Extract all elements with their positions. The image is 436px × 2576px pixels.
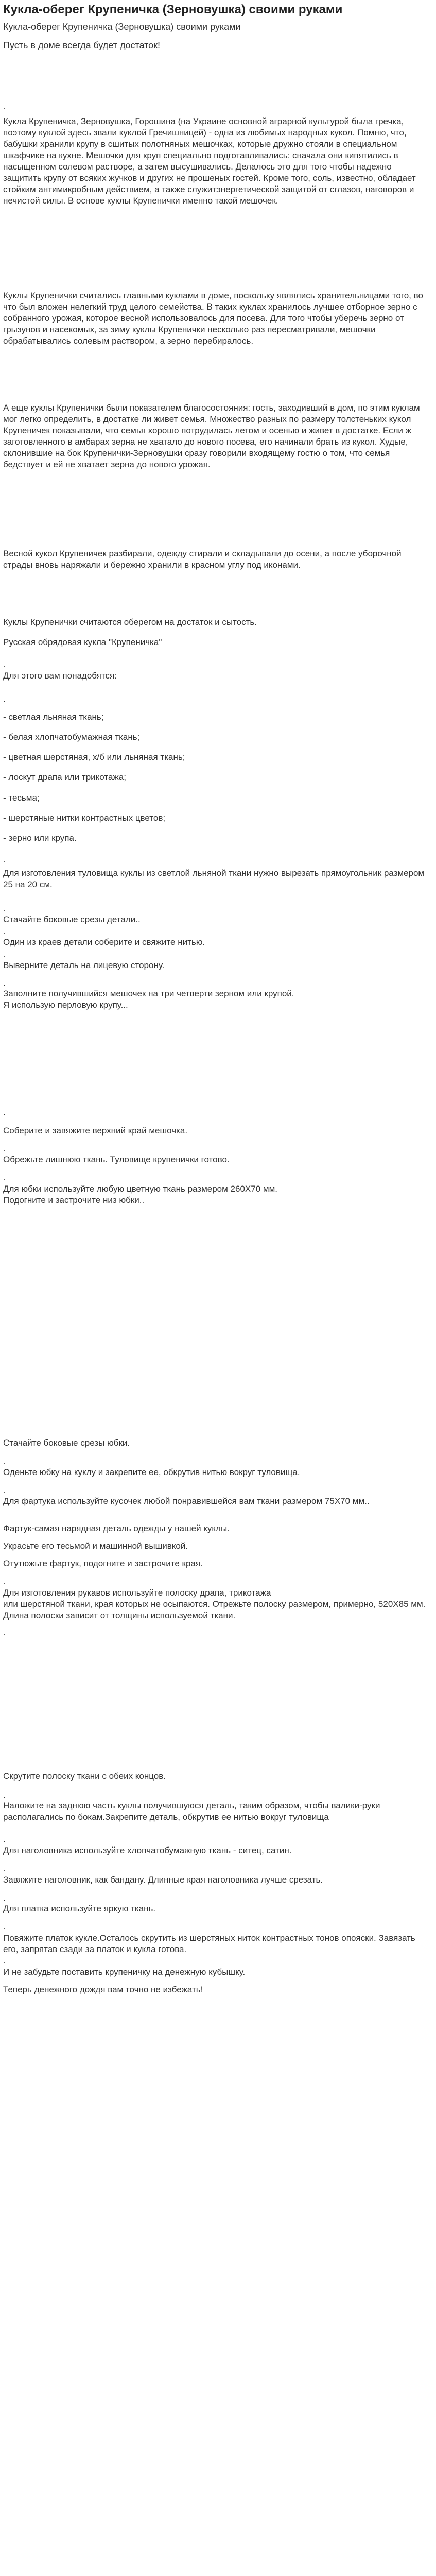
paragraph-intro-2: Куклы Крупенички считались главными куклами в доме, поскольку являлись хранительницами того, во что был вложен нелегкий труд целого семейства. В таких куклах хранилось лучшее отборное зерно с собранного урожая, которое весной использовалось для посева. Для того чтобы уберечь зерно от грызунов и насекомых, за зиму куклы Крупенички несколько раз пересматривали, мешочки обрабатывались солевым раствором, а зерно перебиралось. xyxy=(3,291,423,346)
materials-item: - цветная шерстяная, х/б или льняная ткань; xyxy=(3,752,185,762)
step-6: Соберите и завяжите верхний край мешочка. xyxy=(3,1126,188,1136)
motto: Пусть в доме всегда будет достаток! xyxy=(3,40,161,50)
step-9: Стачайте боковые срезы юбки. xyxy=(3,1438,130,1448)
materials-item: - белая хлопчатобумажная ткань; xyxy=(3,732,140,742)
dot-separator: . xyxy=(3,1628,6,1637)
materials-item: - тесьма; xyxy=(3,793,40,803)
step-5: Заполните получившийся мешочек на три четверти зерном или крупой. Я использую перловую крупу... xyxy=(3,989,294,1010)
step-20: Для платка используйте яркую ткань. xyxy=(3,1904,156,1913)
dot-separator: . xyxy=(3,659,6,669)
step-23: Теперь денежного дождя вам точно не избежать! xyxy=(3,1985,203,1994)
article-subtitle: Кукла-оберег Крупеничка (Зерновушка) своими руками xyxy=(3,22,241,32)
materials-item: - зерно или крупа. xyxy=(3,833,77,843)
dot-separator: . xyxy=(3,904,6,913)
dot-separator: . xyxy=(3,101,6,111)
step-2: Стачайте боковые срезы детали.. xyxy=(3,914,141,924)
dot-separator: . xyxy=(3,855,6,865)
materials-item: - шерстяные нитки контрастных цветов; xyxy=(3,813,166,823)
dot-separator: . xyxy=(3,1790,6,1800)
step-13: Украсьте его тесьмой и машинной вышивкой. xyxy=(3,1541,188,1551)
materials-item: - лоскут драпа или трикотажа; xyxy=(3,772,126,782)
paragraph-intro-3: А еще куклы Крупенички были показателем благосостояния: гость, заходивший в дом, по этим куклам мог легко определить, в достатке ли живет семья. Множество разных по размеру толстеньких кукол Крупеничек показывали, что семья хорошо потрудилась летом и осенью и живет в достатке. Если ж заготовленного в амбарах зерна не хватало до нового посева, его начинали брать из кукол. Худые, склонившие на бок Крупенички-Зерновушки сразу говорили входящему гостю о том, что семья бедствует и ей не хватает зерна до нового урожая. xyxy=(3,403,420,469)
paragraph-intro-6: Русская обрядовая кукла "Крупеничка" xyxy=(3,637,162,647)
step-16: Скрутите полоску ткани с обеих концов. xyxy=(3,1771,166,1781)
dot-separator: . xyxy=(3,1922,6,1931)
step-11: Для фартука используйте кусочек любой понравившейся вам ткани размером 75Х70 мм.. xyxy=(3,1496,370,1506)
dot-separator: . xyxy=(3,1956,6,1965)
dot-separator: . xyxy=(3,1173,6,1182)
step-3: Один из краев детали соберите и свяжите нитью. xyxy=(3,937,205,947)
paragraph-intro-4: Весной кукол Крупеничек разбирали, одежду стирали и складывали до осени, а после уборочной страды вновь наряжали и бережно хранили в красном углу под иконами. xyxy=(3,549,402,570)
dot-separator: . xyxy=(3,1577,6,1586)
materials-heading: Для этого вам понадобятся: xyxy=(3,671,117,681)
dot-separator: . xyxy=(3,950,6,959)
paragraph-intro-5: Куклы Крупенички считаются оберегом на достаток и сытость. xyxy=(3,617,257,627)
materials-item: - светлая льняная ткань; xyxy=(3,712,104,722)
dot-separator: . xyxy=(3,694,6,704)
step-7: Обрежьте лишнюю ткань. Туловище крупенички готово. xyxy=(3,1155,230,1164)
dot-separator: . xyxy=(3,1893,6,1903)
step-15: Для изготовления рукавов используйте полоску драпа, трикотажа или шерстяной ткани, края которых не осыпаются. Отрежьте полоску размером, примерно, 520Х85 мм. Длина полоски зависит от толщины используемой ткани. xyxy=(3,1588,426,1620)
page-title: Кукла-оберег Крупеничка (Зерновушка) своими руками xyxy=(3,3,343,16)
dot-separator: . xyxy=(3,1456,6,1466)
dot-separator: . xyxy=(3,1863,6,1873)
dot-separator: . xyxy=(3,1485,6,1495)
step-18: Для наголовника используйте хлопчатобумажную ткань - ситец, сатин. xyxy=(3,1845,292,1855)
step-22: И не забудьте поставить крупеничку на денежную кубышку. xyxy=(3,1967,246,1977)
step-1: Для изготовления туловища куклы из светлой льняной ткани нужно вырезать прямоугольник размером 25 на 20 см. xyxy=(3,868,425,889)
dot-separator: . xyxy=(3,978,6,988)
step-14: Отутюжьте фартук, подогните и застрочите края. xyxy=(3,1558,203,1568)
paragraph-intro-1: Кукла Крупеничка, Зерновушка, Горошина (на Украине основной аграрной культурой была гречка, поэтому куклой здесь звали куклой Гречишницей) - одна из любимых народных кукол. Помню, что, бабушки хранили крупу в сшитых полотняных мешочках, которые дружно стояли в специальном шкафчике на кухне. Мешочки для круп специально подготавливались: сначала они кипятились в насыщенном солевом растворе, а затем высушивались. Делалось это для того чтобы надежно защитить крупу от всяких жучков и других не прошеных гостей. Кроме того, соль, известно, обладает стойким антимикробным действием, а также служитэнергетической защитой от сглазов, наговоров и нечистой силы. В основе куклы Крупенички именно такой мешочек. xyxy=(3,116,416,206)
dot-separator: . xyxy=(3,1144,6,1154)
step-10: Оденьте юбку на куклу и закрепите ее, обкрутив нитью вокруг туловища. xyxy=(3,1467,300,1477)
dot-separator: . xyxy=(3,926,6,936)
step-8: Для юбки используйте любую цветную ткань размером 260Х70 мм. Подогните и застрочите низ юбки.. xyxy=(3,1184,277,1205)
step-12: Фартук-самая нарядная деталь одежды у нашей куклы. xyxy=(3,1523,230,1533)
dot-separator: . xyxy=(3,1834,6,1844)
step-21: Повяжите платок кукле.Осталось скрутить из шерстяных ниток контрастных тонов опояски. Завязать его, запрятав сзади за платок и кукла готова. xyxy=(3,1933,415,1954)
step-17: Наложите на заднюю часть куклы получившуюся деталь, таким образом, чтобы валики-руки располагались по бокам.Закрепите деталь, обкрутив ее нитью вокруг туловища xyxy=(3,1801,380,1822)
step-4: Выверните деталь на лицевую сторону. xyxy=(3,960,165,970)
step-19: Завяжите наголовник, как бандану. Длинные края наголовника лучше срезать. xyxy=(3,1875,323,1885)
dot-separator: . xyxy=(3,1107,6,1117)
